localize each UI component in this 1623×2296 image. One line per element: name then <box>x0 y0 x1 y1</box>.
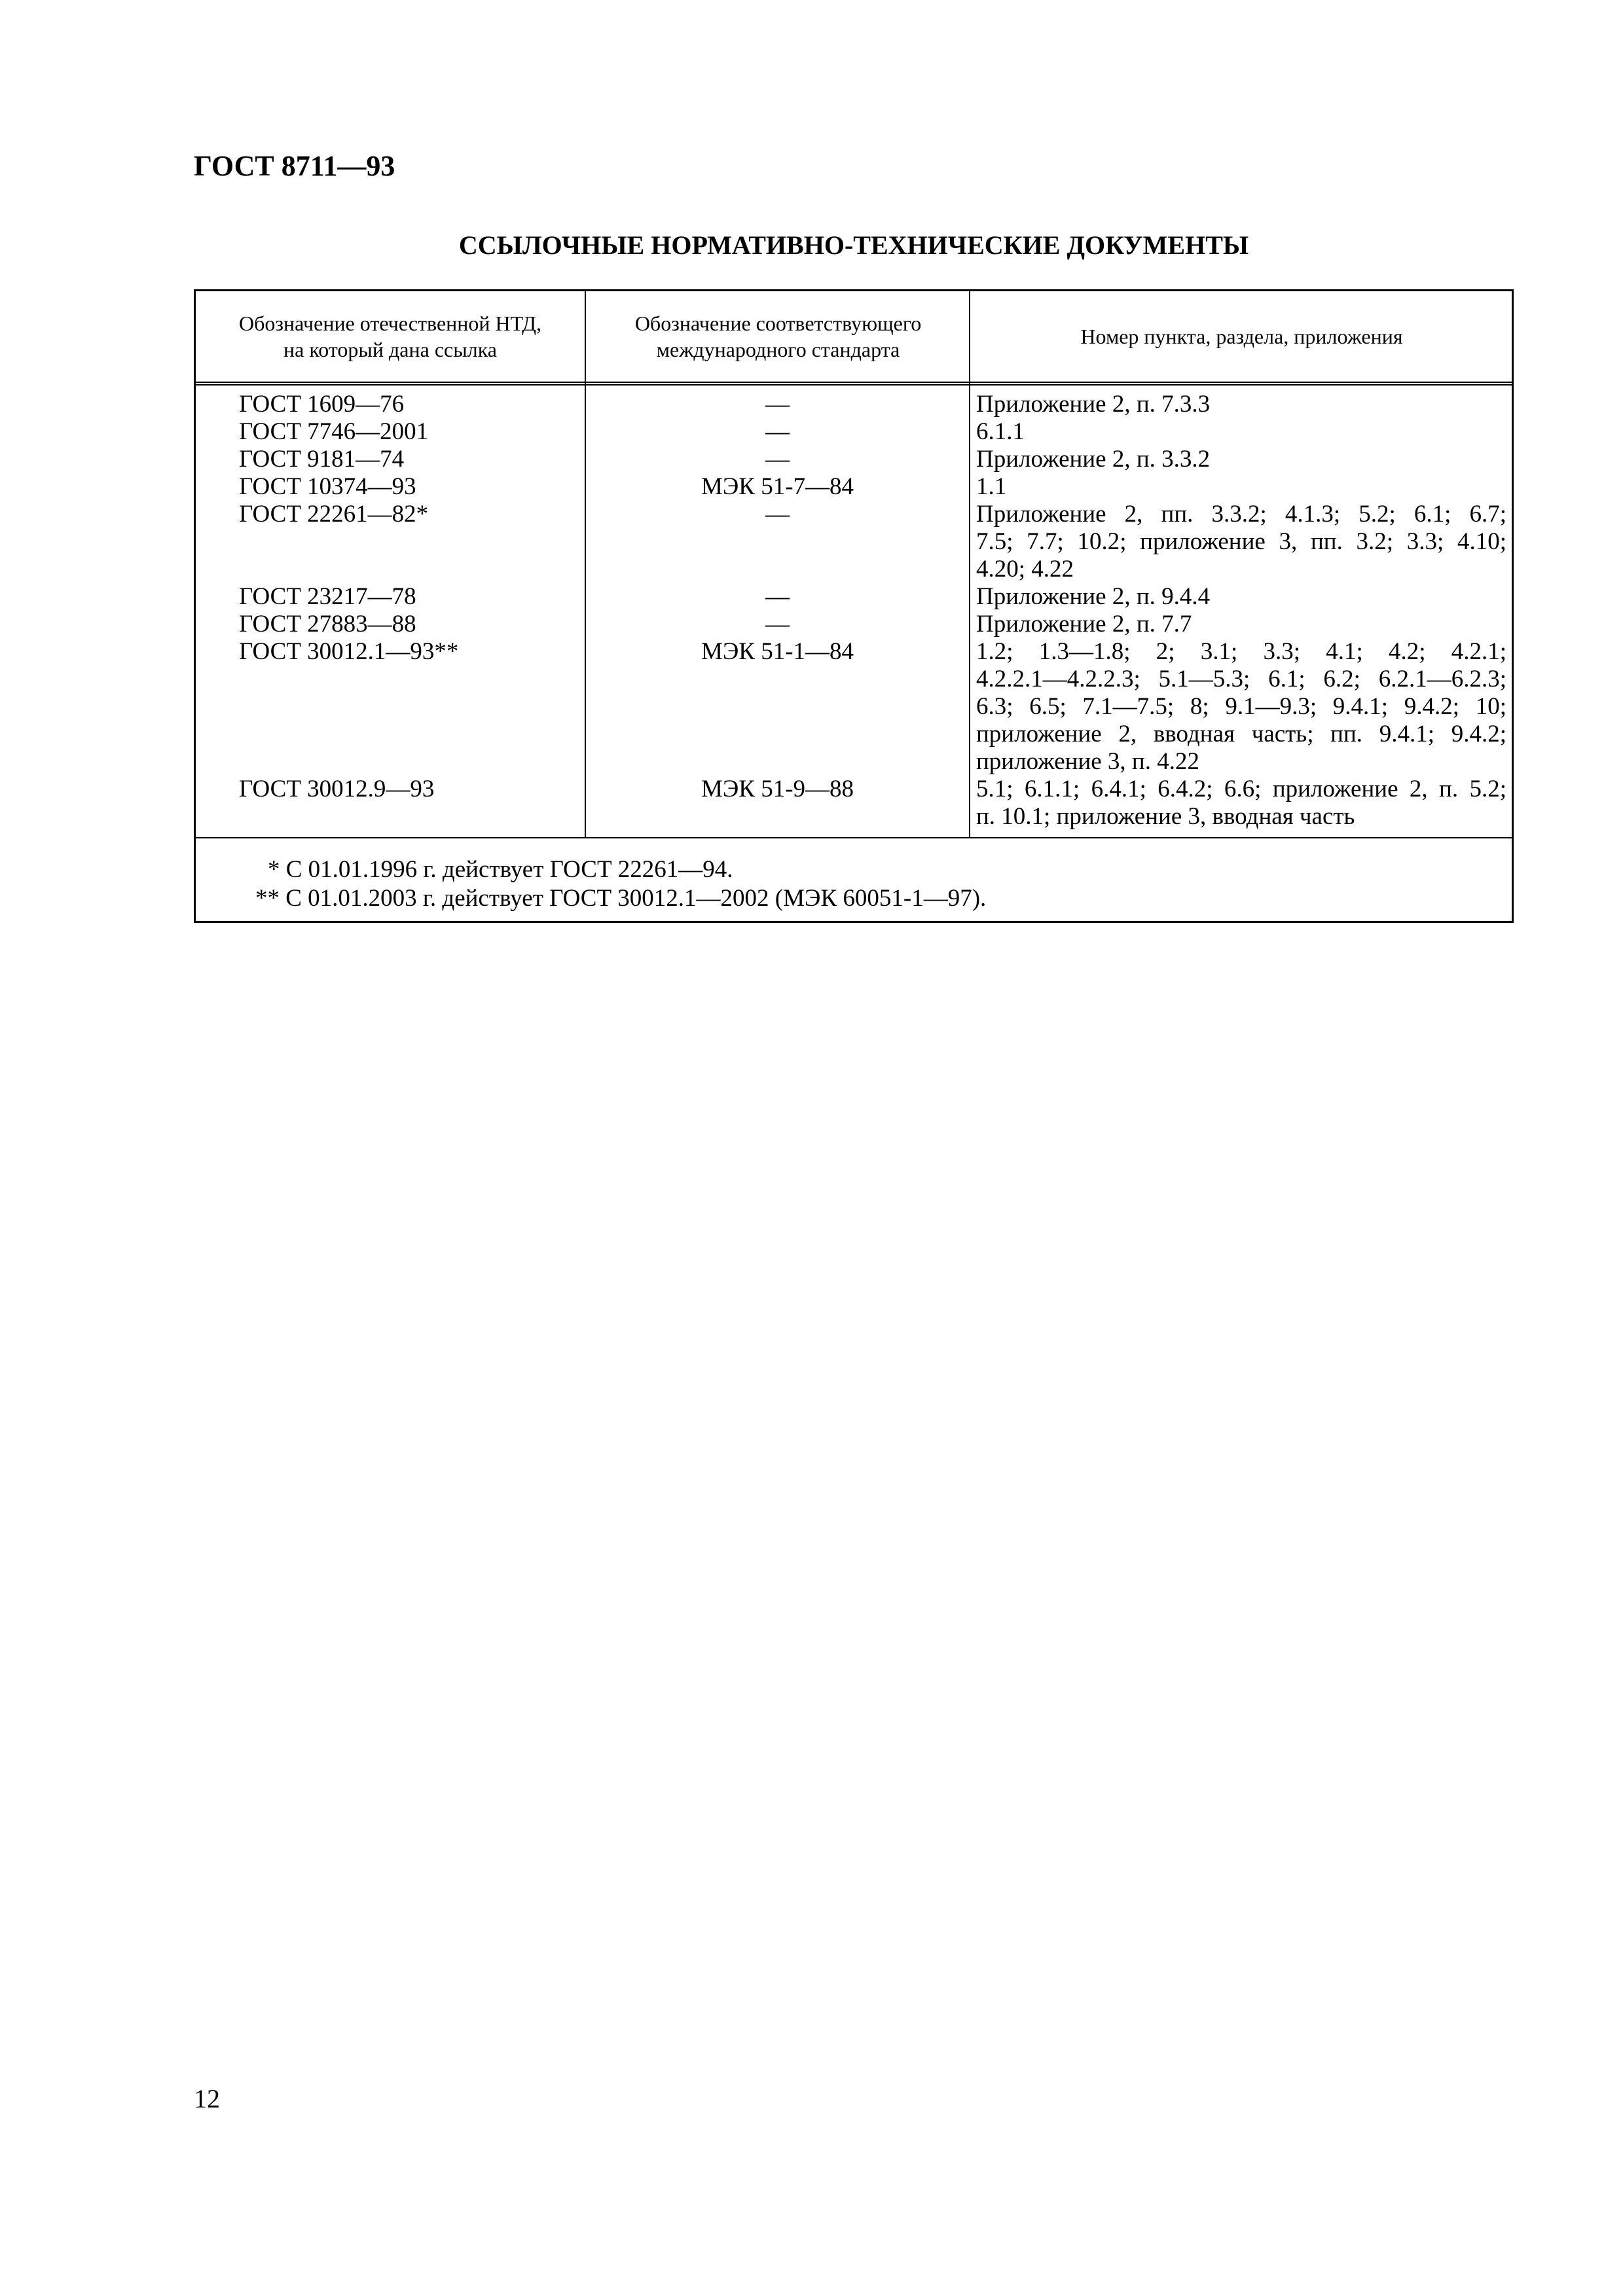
table-cell <box>239 556 579 583</box>
table-cell: — <box>765 501 790 528</box>
table-cell: 5.1; 6.1.1; 6.4.1; 6.4.2; 6.6; приложение 2, п. 5.2; <box>976 776 1506 802</box>
table-cell: 6.3; 6.5; 7.1—7.5; 8; 9.1—9.3; 9.4.1; 9.4.2; 10; <box>976 693 1506 720</box>
table-cell: 1.2; 1.3—1.8; 2; 3.1; 3.3; 4.1; 4.2; 4.2.1; <box>976 638 1506 665</box>
international-standards-column <box>586 391 969 831</box>
table-cell: Приложение 2, пп. 3.3.2; 4.1.3; 5.2; 6.1; 6.7; <box>976 501 1506 528</box>
reference-table <box>194 289 1514 923</box>
column-header-international: Обозначение соответствующего международного стандарта <box>634 312 922 361</box>
table-cell: 4.2.2.1—4.2.2.3; 5.1—5.3; 6.1; 6.2; 6.2.1—6.2.3; <box>976 666 1506 692</box>
table-cell: — <box>765 418 790 445</box>
column-header-clause: Номер пункта, раздела, приложения <box>1080 325 1403 348</box>
table-body-bottom-rule <box>196 837 1512 838</box>
table-footnotes <box>196 855 1512 913</box>
table-cell <box>586 528 969 556</box>
table-cell <box>239 693 579 721</box>
table-cell: приложение 3, п. 4.22 <box>976 748 1199 775</box>
table-cell: МЭК 51-1—84 <box>701 638 854 665</box>
table-cell <box>586 556 969 583</box>
table-cell: п. 10.1; приложение 3, вводная часть <box>976 803 1355 830</box>
table-cell: 6.1.1 <box>976 418 1025 445</box>
table-cell: Приложение 2, п. 7.7 <box>976 611 1192 637</box>
page-number: 12 <box>194 2084 220 2113</box>
footnote: * С 01.01.1996 г. действует ГОСТ 22261—94. <box>268 856 733 883</box>
table-cell: приложение 2, вводная часть; пп. 9.4.1; 9.4.2; <box>976 721 1506 747</box>
clause-references-column <box>976 391 1506 831</box>
table-cell: — <box>765 391 790 418</box>
table-cell: МЭК 51-7—84 <box>701 473 854 500</box>
table-cell: — <box>765 611 790 637</box>
table-cell: Приложение 2, п. 3.3.2 <box>976 446 1211 473</box>
column-header-domestic: Обозначение отечественной НТД, на который дана ссылка <box>238 312 542 361</box>
table-cell <box>586 748 969 776</box>
footnote: ** С 01.01.2003 г. действует ГОСТ 30012.1—2002 (МЭК 60051-1—97). <box>255 885 987 912</box>
table-cell: МЭК 51-9—88 <box>701 776 854 802</box>
table-cell: 4.20; 4.22 <box>976 556 1074 583</box>
header-divider <box>196 382 1512 386</box>
table-cell <box>239 666 579 693</box>
table-cell: ГОСТ 7746—2001 <box>239 418 429 445</box>
table-cell <box>586 693 969 721</box>
table-cell <box>239 528 579 556</box>
table-cell <box>239 748 579 776</box>
table-cell: ГОСТ 23217—78 <box>239 583 416 610</box>
document-code: ГОСТ 8711—93 <box>194 150 395 182</box>
table-cell: 1.1 <box>976 473 1007 500</box>
table-cell: Приложение 2, п. 7.3.3 <box>976 391 1211 418</box>
section-title: ССЫЛОЧНЫЕ НОРМАТИВНО-ТЕХНИЧЕСКИЕ ДОКУМЕНТЫ <box>458 230 1249 260</box>
table-cell <box>586 721 969 748</box>
table-cell: ГОСТ 27883—88 <box>239 611 416 637</box>
table-cell <box>586 666 969 693</box>
table-cell <box>239 803 579 831</box>
table-cell: — <box>765 446 790 473</box>
table-cell: ГОСТ 1609—76 <box>239 391 405 418</box>
table-cell: ГОСТ 10374—93 <box>239 473 416 500</box>
table-cell: ГОСТ 30012.9—93 <box>239 776 435 802</box>
table-cell: Приложение 2, п. 9.4.4 <box>976 583 1211 610</box>
table-cell: 7.5; 7.7; 10.2; приложение 3, пп. 3.2; 3.3; 4.10; <box>976 528 1506 555</box>
table-cell: ГОСТ 9181—74 <box>239 446 405 473</box>
table-cell: — <box>765 583 790 610</box>
domestic-standards-column <box>239 391 579 831</box>
column-divider <box>969 291 970 837</box>
table-cell <box>586 803 969 831</box>
table-cell: ГОСТ 22261—82* <box>239 501 429 528</box>
table-cell <box>239 721 579 748</box>
table-cell: ГОСТ 30012.1—93** <box>239 638 459 665</box>
